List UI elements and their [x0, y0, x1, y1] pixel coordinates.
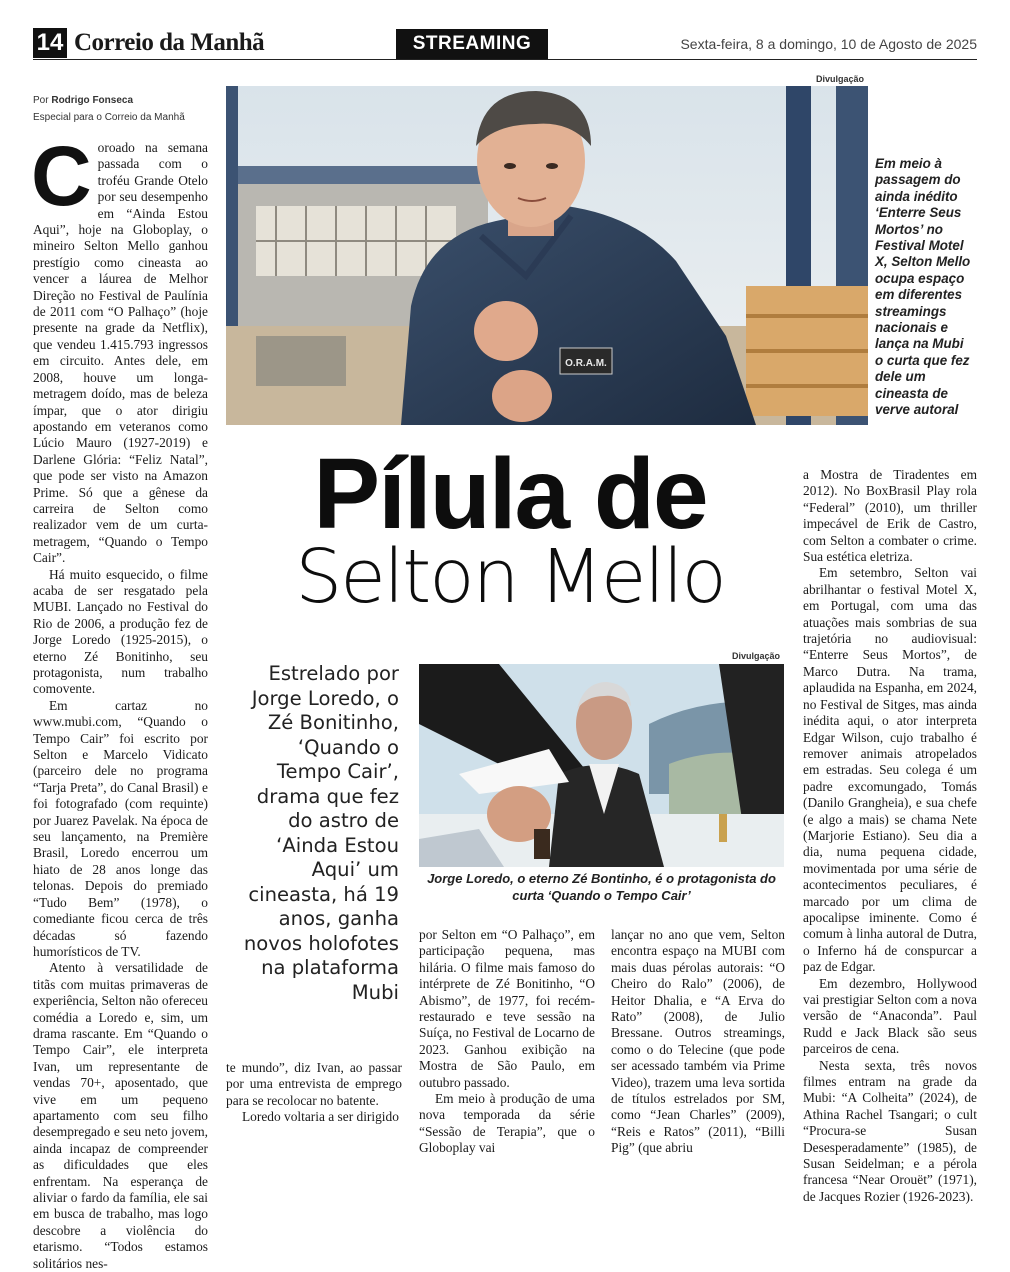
photo1-credit: Divulgação	[816, 74, 865, 84]
jacket-patch-text: O.R.A.M.	[565, 358, 607, 369]
drop-cap: C	[31, 129, 92, 223]
header-rule	[33, 59, 977, 60]
photo2-caption: Jorge Loredo, o eterno Zé Bontinho, é o protagonista do curta ‘Quando o Tempo Cair’	[427, 871, 776, 903]
pull-quote: Estrelado por Jorge Loredo, o Zé Bonitinho, ‘Quando o Tempo Cair’, drama que fez do astro de ‘Ainda Estou Aqui’ um cineasta, há 19 anos, ganha novos holofotes na plataforma Mubi	[243, 662, 399, 1004]
jorge-loredo-photo	[419, 664, 784, 867]
body-column-5	[803, 467, 977, 1205]
second-photo	[419, 664, 784, 867]
paragraph: Em cartaz no www.mubi.com, “Quando o Tempo Cair” foi escrito por Selton e Marcelo Vidicato (parceiro dele no programa “Tarja Preta”, do Canal Brasil) e foi fotografado (com requinte) por Juarez Pavelak. Na época de seu lançamento, na Première Brasil, Loredo encerrou um hiato de 28 anos longe das telonas. Depois do premiado “Tudo Bem” (1978), o comediante ficou cerca de três décadas só fazendo humorísticos de TV.	[33, 697, 208, 959]
byline-author: Rodrigo Fonseca	[51, 95, 134, 106]
paragraph: Em dezembro, Hollywood vai prestigiar Selton com a nova versão de “Anaconda”. Paul Rudd e Jack Black são seus parceiros de cena.	[803, 975, 977, 1057]
byline-prefix: Por	[33, 95, 49, 106]
selton-mello-photo	[226, 86, 868, 425]
lead-paragraph: Coroado na semana passada com o troféu Grande Otelo por seu desempenho em “Ainda Estou Aqui”, hoje na Globoplay, o mineiro Selton Mello ganhou prestígio como cineasta ao vencer a láurea de Melhor Direção no Festival de Paulínia de 2011 com “O Palhaço” (hoje presente na grade da Netflix), que vendeu 1.415.793 ingressos em circuito. Antes dele, em 2008, houve um longa-metragem doído, mas de beleza ímpar, que o ator dirigiu apostando em veteranos como Lúcio Mauro (1927-2019) e Darlene Glória: “Feliz Natal”, que pode ser visto na Amazon Prime. Só que a gênese da carreira de Selton como realizador vem de um curta-metragem, “Quando o Tempo Cair”.	[31, 129, 208, 566]
paragraph: Há muito esquecido, o filme acaba de ser resgatado pela MUBI. Lançado no Festival do Rio de 2006, a produção fez de Jorge Loredo (1925-2015), o eterno Zé Bonitinho, seu protagonista, num trabalho comovente.	[33, 566, 208, 697]
byline-role: Especial para o Correio da Manhã	[33, 112, 185, 123]
paragraph: Loredo voltaria a ser dirigido	[242, 1109, 399, 1125]
newspaper-name: Correio da Manhã	[74, 29, 265, 56]
main-photo	[226, 86, 868, 425]
photo1-caption: Em meio à passagem do ainda inédito ‘Enterre Seus Mortos’ no Festival Motel X, Selton Mello ocupa espaço em diferentes streamings nacionais e lança na Mubi o curta que fez dele um cineasta de verve autoral	[875, 156, 971, 418]
paragraph: lançar no ano que vem, Selton encontra espaço na MUBI com mais duas pérolas autorais: “O Cheiro do Ralo” (2006), de Heitor Dhalia, e “A Erva do Rato” (2008), de Julio Bressane. Outros streamings, como o do Telecine (que pode ser acessado também via Prime Video), trazem uma leva sortida de títulos estrelados por SM, como “Jean Charles” (2009), “Reis e Ratos” (2011), “Billi Pig” (que abriu	[611, 927, 785, 1156]
body-column-3	[419, 927, 595, 1157]
issue-date: Sexta-feira, 8 a domingo, 10 de Agosto de 2025	[680, 36, 977, 52]
photo2-credit: Divulgação	[732, 651, 781, 661]
section-label: STREAMING	[396, 29, 548, 59]
paragraph: a Mostra de Tiradentes em 2012). No BoxBrasil Play rola “Federal” (2010), um thriller impecável de Erik de Castro, com Selton a combater o crime. Sua estética eletriza.	[803, 467, 977, 565]
body-column-2	[226, 1060, 402, 1126]
byline	[33, 92, 185, 126]
headline-line2: Selton Mello	[295, 534, 725, 620]
headline-line1: Pílula de	[313, 438, 707, 550]
page-number: 14	[33, 28, 67, 58]
paragraph: Nesta sexta, três novos filmes entram na grade da Mubi: “A Colheita” (2024), de Athina Rachel Tsangari; o cult “Procura-se Susan Desesperadamente” (1985), de Susan Seidelman; e a pérola francesa “Near Orouët” (1971), de Jacques Rozier (1926-2023).	[803, 1057, 977, 1204]
paragraph: por Selton em “O Palhaço”, em participação pequena, mas hilária. O filme mais famoso do intérprete de Zé Bonitinho, “O Abismo”, de 1977, foi recém-restaurado e teve sessão na Suíça, no Festival de Locarno de 2023. Ganhou exibição na Mostra de São Paulo, em outubro passado.	[419, 927, 595, 1090]
paragraph: Atento à versatilidade de titãs com muitas primaveras de experiência, Selton não ofereceu comédia a Loredo e, sim, um drama rascante. Em “Quando o Tempo Cair”, ele interpreta Ivan, um representante de vendas 70+, aposentado, que vive em um pequeno apartamento com seu filho desempregado e seu neto jovem, ainda incapaz de compreender as dificuldades que eles enfrentam. Na esperança de aliviar o fardo da família, ele sai em busca de trabalho, mas logo descobre a violência do etarismo. “Todos estamos solitários nes-	[33, 960, 208, 1271]
body-column-4	[611, 927, 785, 1157]
paragraph: te mundo”, diz Ivan, ao passar por uma entrevista de emprego para se recolocar no batente.	[226, 1060, 402, 1108]
paragraph: Em meio à produção de uma nova temporada da série “Sessão de Terapia”, que o Globoplay vai	[419, 1091, 595, 1156]
body-column-1	[31, 129, 208, 1272]
paragraph: Em setembro, Selton vai abrilhantar o festival Motel X, em Portugal, com uma das atuações mais sombrias de sua trajetória no audiovisual: “Enterre Seus Mortos”, de Marco Dutra. Na trama, aplaudida na Espanha, em 2024, no Festival de Sitges, mas ainda inédita aqui, o ator interpreta Edgar Wilson, cujo trabalho é remover animais atropelados em estradas. Seu colega é um padre excomungado, Tomás (Danilo Grangheia), e sua chefe (e algo a mais) se chama Nete (Marjorie Estiano). Seu dia a dia, numa pequena cidade, movimentada por uma série de acontecimentos peculiares, é marcado por um clima de apocalipse iminente. Como é comum à linha autoral de Dutra, o Inferno há de conspurcar a paz de Edgar.	[803, 565, 977, 975]
